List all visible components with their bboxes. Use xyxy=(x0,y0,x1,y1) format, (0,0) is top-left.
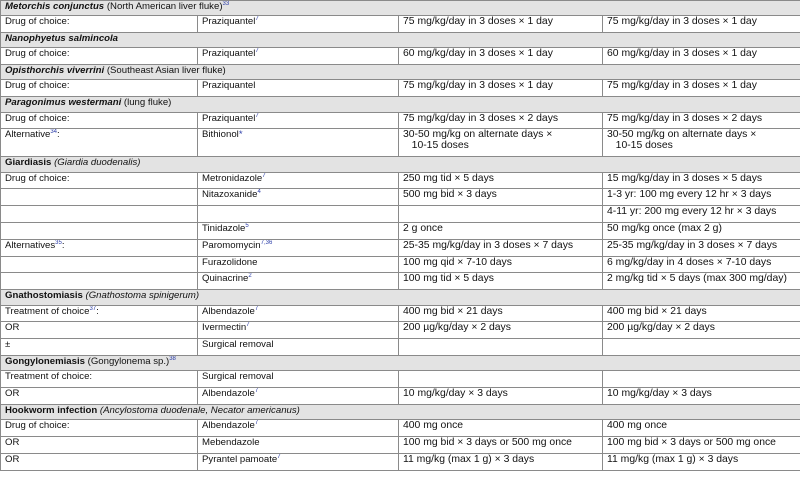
regimen-label-cell xyxy=(1,189,198,206)
drug-name: Albendazole xyxy=(202,305,255,317)
regimen-label: OR xyxy=(5,322,20,334)
regimen-label: Drug of choice: xyxy=(5,420,70,432)
section-header-cell xyxy=(1,404,800,419)
footnote-ref: 7,36 xyxy=(260,239,273,246)
organism-description: (lung fluke) xyxy=(121,97,172,109)
regimen-label: OR xyxy=(5,436,20,448)
adult-dosage-cell xyxy=(399,420,603,437)
section-header-cell xyxy=(1,97,800,112)
pediatric-dosage-cell xyxy=(603,371,800,388)
footnote-ref: 7 xyxy=(255,48,259,55)
section-header-row xyxy=(1,1,800,16)
footnote-ref: 7 xyxy=(262,172,266,179)
pediatric-dosage: 6 mg/kg/day in 4 doses × 7-10 days xyxy=(607,256,772,268)
adult-dosage-cell xyxy=(399,273,603,290)
label-suffix: : xyxy=(57,129,60,141)
regimen-label: Alternative xyxy=(5,129,51,141)
pediatric-dosage: 400 mg once xyxy=(607,420,668,432)
adult-dosage-cell xyxy=(399,339,603,356)
drug-name: Mebendazole xyxy=(202,436,260,448)
adult-dosage-cell xyxy=(399,16,603,33)
pediatric-dosage-cell xyxy=(603,239,800,256)
section-header-cell xyxy=(1,33,800,48)
drug-cell xyxy=(198,420,399,437)
adult-dosage-cell xyxy=(399,48,603,65)
drug-cell xyxy=(198,112,399,129)
adult-dosage: 250 mg tid × 5 days xyxy=(403,172,494,184)
drug-name: Metronidazole xyxy=(202,172,263,184)
regimen-label-cell xyxy=(1,305,198,322)
adult-dosage-cell xyxy=(399,453,603,470)
section-header-row xyxy=(1,404,800,419)
organism-description: (Giardia duodenalis) xyxy=(51,157,141,169)
adult-dosage-cell xyxy=(399,206,603,223)
drug-name: Paromomycin xyxy=(202,239,261,251)
section-header-cell xyxy=(1,157,800,172)
pediatric-dosage: 200 µg/kg/day × 2 days xyxy=(607,322,715,334)
drug-cell xyxy=(198,48,399,65)
organism-name: Gnathostomiasis xyxy=(5,290,83,302)
drug-name: Ivermectin xyxy=(202,322,247,334)
footnote-ref: 34 xyxy=(50,129,58,136)
regimen-label-cell xyxy=(1,206,198,223)
regimen-label-cell xyxy=(1,436,198,453)
section-header-cell xyxy=(1,65,800,80)
organism-name: Hookworm infection xyxy=(5,404,98,416)
regimen-label-cell xyxy=(1,371,198,388)
pediatric-dosage-cell xyxy=(603,223,800,240)
regimen-label: Treatment of choice: xyxy=(5,371,93,383)
footnote-ref: 7 xyxy=(255,16,259,23)
organism-name: Gongylonemiasis xyxy=(5,355,85,367)
drug-cell xyxy=(198,239,399,256)
section-header-cell xyxy=(1,1,800,16)
pediatric-dosage-cell xyxy=(603,339,800,356)
regimen-label-cell xyxy=(1,388,198,405)
table-row xyxy=(1,223,800,240)
footnote-ref: 5 xyxy=(245,223,249,230)
drug-cell xyxy=(198,16,399,33)
regimen-label-cell xyxy=(1,223,198,240)
table-row xyxy=(1,322,800,339)
adult-dosage-cell xyxy=(399,322,603,339)
organism-description: (Gongylonema sp.) xyxy=(84,355,170,367)
regimen-label: OR xyxy=(5,453,20,465)
regimen-label: OR xyxy=(5,388,20,400)
organism-name: Nanophyetus salmincola xyxy=(5,33,119,45)
table-body xyxy=(1,1,800,471)
regimen-label-cell xyxy=(1,256,198,273)
section-header-row xyxy=(1,157,800,172)
drug-name: Furazolidone xyxy=(202,256,258,268)
drug-name: Albendazole xyxy=(202,388,255,400)
regimen-label: Drug of choice: xyxy=(5,80,70,92)
table-row xyxy=(1,80,800,97)
section-header-row xyxy=(1,355,800,370)
drug-cell xyxy=(198,388,399,405)
pediatric-dosage-cell xyxy=(603,388,800,405)
footnote-ref: 2 xyxy=(248,273,252,280)
footnote-ref: 7 xyxy=(254,388,259,395)
pediatric-dosage-cell xyxy=(603,305,800,322)
drug-name: Praziquantel xyxy=(202,48,256,60)
adult-dosage-cell xyxy=(399,305,603,322)
adult-dosage: 100 mg tid × 5 days xyxy=(403,273,494,285)
organism-description: (Southeast Asian liver fluke) xyxy=(104,65,226,77)
regimen-label: Drug of choice: xyxy=(5,172,70,184)
section-header-cell xyxy=(1,290,800,305)
regimen-label: Alternatives xyxy=(5,239,56,251)
drug-name: Praziquantel xyxy=(202,16,256,28)
section-header-row xyxy=(1,65,800,80)
adult-dosage: 25-35 mg/kg/day in 3 doses × 7 days xyxy=(403,239,574,251)
adult-dosage-cell xyxy=(399,129,603,157)
organism-name: Giardiasis xyxy=(5,157,52,169)
organism-description: (Gnathostoma spinigerum) xyxy=(82,290,200,302)
adult-dosage-cell xyxy=(399,256,603,273)
table-row xyxy=(1,371,800,388)
drug-name: Tinidazole xyxy=(202,223,246,235)
regimen-label-cell xyxy=(1,172,198,189)
drug-name: Pyrantel pamoate xyxy=(202,453,278,465)
regimen-label: Drug of choice: xyxy=(5,48,70,60)
adult-dosage: 2 g once xyxy=(403,223,443,235)
adult-dosage: 10 mg/kg/day × 3 days xyxy=(403,388,508,400)
drug-cell xyxy=(198,322,399,339)
table-row xyxy=(1,239,800,256)
drug-cell xyxy=(198,453,399,470)
adult-dosage-continued: 10-15 doses xyxy=(403,140,469,152)
table-row xyxy=(1,453,800,470)
adult-dosage-cell xyxy=(399,80,603,97)
pediatric-dosage-cell xyxy=(603,273,800,290)
footnote-ref: 7 xyxy=(255,112,259,119)
adult-dosage-cell xyxy=(399,239,603,256)
section-header-row xyxy=(1,33,800,48)
table-row xyxy=(1,112,800,129)
section-header-cell xyxy=(1,355,800,370)
pediatric-dosage: 1-3 yr: 100 mg every 12 hr × 3 days xyxy=(607,189,772,201)
drug-name: Surgical removal xyxy=(202,371,274,383)
regimen-label-cell xyxy=(1,239,198,256)
adult-dosage: 100 mg bid × 3 days or 500 mg once xyxy=(403,436,572,448)
table-row xyxy=(1,172,800,189)
pediatric-dosage-cell xyxy=(603,129,800,157)
organism-description: (North American liver fluke) xyxy=(104,1,223,12)
adult-dosage-cell xyxy=(399,388,603,405)
pediatric-dosage-cell xyxy=(603,16,800,33)
table-row xyxy=(1,16,800,33)
label-suffix: : xyxy=(96,305,99,317)
pediatric-dosage-cell xyxy=(603,48,800,65)
drug-cell xyxy=(198,371,399,388)
adult-dosage-cell xyxy=(399,112,603,129)
footnote-star: * xyxy=(238,129,243,141)
pediatric-dosage: 400 mg bid × 21 days xyxy=(607,305,707,317)
adult-dosage: 75 mg/kg/day in 3 doses × 1 day xyxy=(403,80,553,92)
regimen-label-cell xyxy=(1,420,198,437)
adult-dosage: 200 µg/kg/day × 2 days xyxy=(403,322,511,334)
pediatric-dosage: 25-35 mg/kg/day in 3 doses × 7 days xyxy=(607,239,778,251)
drug-cell xyxy=(198,129,399,157)
pediatric-dosage-continued: 10-15 doses xyxy=(607,140,673,152)
drug-cell xyxy=(198,273,399,290)
drug-name: Albendazole xyxy=(202,420,255,432)
table-row xyxy=(1,273,800,290)
regimen-label: ± xyxy=(5,339,11,351)
organism-name: Paragonimus westermani xyxy=(5,97,122,109)
drug-cell xyxy=(198,256,399,273)
table-row xyxy=(1,189,800,206)
drug-cell xyxy=(198,80,399,97)
regimen-label: Treatment of choice xyxy=(5,305,90,317)
table-row xyxy=(1,206,800,223)
footnote-ref: 33 xyxy=(222,1,230,7)
drug-cell xyxy=(198,339,399,356)
footnote-ref: 37 xyxy=(89,305,97,312)
drug-cell xyxy=(198,206,399,223)
footnote-ref: 7 xyxy=(254,420,259,427)
table-row xyxy=(1,305,800,322)
footnote-ref: 38 xyxy=(169,355,176,362)
regimen-label-cell xyxy=(1,129,198,157)
pediatric-dosage: 2 mg/kg tid × 5 days (max 300 mg/day) xyxy=(607,273,787,285)
pediatric-dosage: 50 mg/kg once (max 2 g) xyxy=(607,223,722,235)
pediatric-dosage: 100 mg bid × 3 days or 500 mg once xyxy=(607,436,776,448)
label-suffix: : xyxy=(61,239,65,251)
drug-cell xyxy=(198,436,399,453)
organism-name: Opisthorchis viverrini xyxy=(5,65,105,77)
adult-dosage: 100 mg qid × 7-10 days xyxy=(403,256,512,268)
pediatric-dosage-cell xyxy=(603,453,800,470)
pediatric-dosage: 75 mg/kg/day in 3 doses × 1 day xyxy=(607,80,757,92)
pediatric-dosage: 75 mg/kg/day in 3 doses × 2 days xyxy=(607,112,763,124)
table-row xyxy=(1,256,800,273)
organism-description: (Ancylostoma duodenale, Necator americanus) xyxy=(97,404,300,416)
regimen-label-cell xyxy=(1,48,198,65)
pediatric-dosage-cell xyxy=(603,436,800,453)
footnote-ref: 4 xyxy=(257,189,261,196)
pediatric-dosage: 15 mg/kg/day in 3 doses × 5 days xyxy=(607,172,763,184)
adult-dosage: 60 mg/kg/day in 3 doses × 1 day xyxy=(403,48,553,60)
adult-dosage-cell xyxy=(399,371,603,388)
adult-dosage: 75 mg/kg/day in 3 doses × 1 day xyxy=(403,16,553,28)
organism-name: Metorchis conjunctus xyxy=(5,1,105,12)
regimen-label-cell xyxy=(1,453,198,470)
drug-cell xyxy=(198,223,399,240)
pediatric-dosage-cell xyxy=(603,206,800,223)
drug-name: Bithionol xyxy=(202,129,239,141)
pediatric-dosage-cell xyxy=(603,112,800,129)
pediatric-dosage: 60 mg/kg/day in 3 doses × 1 day xyxy=(607,48,757,60)
drug-cell xyxy=(198,172,399,189)
table-row xyxy=(1,339,800,356)
regimen-label-cell xyxy=(1,322,198,339)
adult-dosage: 400 mg bid × 21 days xyxy=(403,305,503,317)
adult-dosage-cell xyxy=(399,172,603,189)
drug-name: Surgical removal xyxy=(202,339,274,351)
regimen-label: Drug of choice: xyxy=(5,16,70,28)
drug-name: Nitazoxanide xyxy=(202,189,258,201)
pediatric-dosage-cell xyxy=(603,420,800,437)
adult-dosage: 30-50 mg/kg on alternate days × xyxy=(403,129,553,141)
adult-dosage: 75 mg/kg/day in 3 doses × 2 days xyxy=(403,112,559,124)
adult-dosage: 400 mg once xyxy=(403,420,464,432)
footnote-ref: 7 xyxy=(246,322,250,329)
section-header-row xyxy=(1,290,800,305)
footnote-ref: 7 xyxy=(254,305,259,312)
pediatric-dosage: 11 mg/kg (max 1 g) × 3 days xyxy=(607,453,739,465)
regimen-label: Drug of choice: xyxy=(5,112,70,124)
regimen-label-cell xyxy=(1,80,198,97)
adult-dosage-cell xyxy=(399,436,603,453)
pediatric-dosage-cell xyxy=(603,80,800,97)
table-row xyxy=(1,48,800,65)
pediatric-dosage: 30-50 mg/kg on alternate days × xyxy=(607,129,757,141)
adult-dosage: 500 mg bid × 3 days xyxy=(403,189,497,201)
regimen-label-cell xyxy=(1,112,198,129)
pediatric-dosage-cell xyxy=(603,172,800,189)
pediatric-dosage-cell xyxy=(603,322,800,339)
regimen-label-cell xyxy=(1,339,198,356)
pediatric-dosage-cell xyxy=(603,256,800,273)
table-row xyxy=(1,420,800,437)
footnote-ref: 35 xyxy=(55,239,62,246)
pediatric-dosage: 4-11 yr: 200 mg every 12 hr × 3 days xyxy=(607,206,777,218)
section-header-row xyxy=(1,97,800,112)
footnote-ref: 7 xyxy=(277,453,281,460)
table-row xyxy=(1,129,800,157)
drug-name: Praziquantel xyxy=(202,112,256,124)
table-row xyxy=(1,436,800,453)
drug-cell xyxy=(198,189,399,206)
drug-name: Praziquantel xyxy=(202,80,256,92)
pediatric-dosage: 10 mg/kg/day × 3 days xyxy=(607,388,712,400)
drug-name: Quinacrine xyxy=(202,273,249,285)
pediatric-dosage-cell xyxy=(603,189,800,206)
adult-dosage-cell xyxy=(399,223,603,240)
adult-dosage: 11 mg/kg (max 1 g) × 3 days xyxy=(403,453,535,465)
adult-dosage-cell xyxy=(399,189,603,206)
pediatric-dosage: 75 mg/kg/day in 3 doses × 1 day xyxy=(607,16,757,28)
regimen-label-cell xyxy=(1,273,198,290)
regimen-label-cell xyxy=(1,16,198,33)
table-row xyxy=(1,388,800,405)
drug-cell xyxy=(198,305,399,322)
